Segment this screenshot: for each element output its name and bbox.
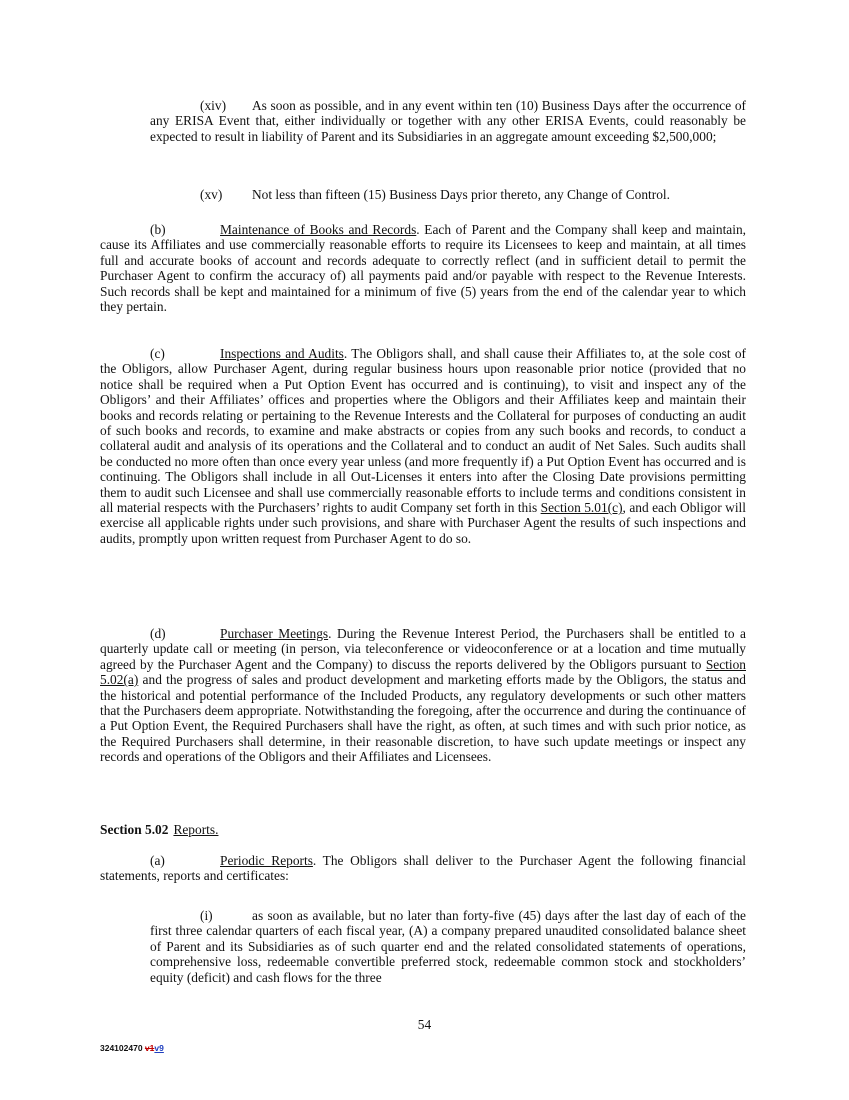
clause-xiv xyxy=(150,98,746,144)
paragraph-b xyxy=(100,222,746,314)
clause-xv-label: (xv) xyxy=(200,187,223,202)
paragraph-b-label: (b) xyxy=(150,222,166,237)
paragraph-a-text: . The Obligors shall deliver to the Purchaser Agent the following financial statements, reports and certificates: xyxy=(100,853,746,884)
clause-i-label: (i) xyxy=(200,908,213,923)
clause-i-text: as soon as available, but no later than forty-five (45) days after the last day of each of the first three calendar quarters of each fiscal year, (A) a company prepared unaudited consolidated balance sheet of Parent and its Subsidiaries as of such quarter end and the related consolidated statements of operations, comprehensive loss, redeemable convertible preferred stock, redeemable common stock and stockholders’ equity (deficit) and cash flows for the three xyxy=(150,908,746,985)
paragraph-d xyxy=(100,626,746,765)
paragraph-a-label: (a) xyxy=(150,853,165,868)
paragraph-b-text: . Each of Parent and the Company shall keep and maintain, cause its Affiliates and use commercially reasonable efforts to require its Licensees to keep and maintain, at all times full and accurate books of account and records adequate to correctly reflect (and in sufficient detail to permit the Purchaser Agent to confirm the accuracy of) all payments paid and/or payable with respect to the Revenue Interests. Such records shall be kept and maintained for a minimum of five (5) years from the end of the calendar year to which they pertain. xyxy=(100,222,746,315)
paragraph-c-text-2: , and each Obligor will exercise all applicable rights under such provisions, and share with Purchaser Agent the results of such inspections and audits, promptly upon written request from Purchaser Agent to do so. xyxy=(100,500,746,546)
paragraph-d-label: (d) xyxy=(150,626,166,641)
paragraph-a-heading: Periodic Reports xyxy=(220,853,313,868)
paragraph-c-label: (c) xyxy=(150,346,165,361)
section-502-title: Reports. xyxy=(173,822,219,837)
clause-xiv-text: As soon as possible, and in any event within ten (10) Business Days after the occurrence of any ERISA Event that, either individually or together with any other ERISA Events, could reasonably be expected to result in liability of Parent and its Subsidiaries in an aggregate amount exceeding $2,500,000; xyxy=(150,98,746,144)
paragraph-c-text-1: . The Obligors shall, and shall cause their Affiliates to, at the sole cost of the Obligors, allow Purchaser Agent, during regular business hours upon reasonable prior notice (provided that no notice shall be required when a Put Option Event has occurred and is continuing), to visit and inspect any of the Obligors’ and their Affiliates’ offices and properties where the Obligors and their Affiliates keep and maintain their books and records relating or pertaining to the Revenue Interests and the Collateral for purposes of conducting an audit of such books and records, to examine and make abstracts or copies from any such books and records, to conduct a collateral audit and analysis of its operations and the Collateral and to conduct an audit of Net Sales. Such audits shall be conducted no more often than once every year unless (and more frequently if) a Put Option Event has occurred and is continuing. The Obligors shall include in all Out-Licenses it enters into after the Closing Date provisions permitting them to audit such Licensee and shall use commercially reasonable efforts to include terms and conditions consistent in all material respects with the Purchasers’ rights to audit Company set forth in this xyxy=(100,346,746,516)
section-501c-reference: Section 5.01(c) xyxy=(540,500,623,516)
paragraph-c xyxy=(100,346,746,546)
paragraph-a xyxy=(100,853,746,884)
section-502a-reference: Section 5.02(a) xyxy=(100,656,746,688)
section-502-heading xyxy=(100,822,218,837)
paragraph-d-text-2: and the progress of sales and product development and marketing efforts made by the Obligors, the status and the historical and potential performance of the Included Products, any regulatory developments or such other matters that the Purchasers deem appropriate. Notwithstanding the foregoing, after the occurrence and during the continuance of a Put Option Event, the Required Purchasers shall have the right, as often, at such times and with such prior notice, as the Required Purchasers shall determine, in their reasonable discretion, to have such update meetings or inspect any records and operations of the Obligors and their Affiliates and Licensees. xyxy=(100,672,746,765)
clause-i xyxy=(150,908,746,985)
paragraph-c-heading: Inspections and Audits xyxy=(220,346,344,361)
page-number: 54 xyxy=(417,1017,432,1032)
version-deleted: v1 xyxy=(144,1043,155,1053)
paragraph-d-text-1: . During the Revenue Interest Period, the Purchasers shall be entitled to a quarterly update call or meeting (in person, via teleconference or videoconference or at a location and time mutually agreed by the Purchaser Agent and the Company) to discuss the reports delivered by the Obligors pursuant to xyxy=(100,626,746,672)
document-id xyxy=(100,1041,164,1056)
version-inserted: v9 xyxy=(154,1043,164,1053)
clause-xv-text: Not less than fifteen (15) Business Days prior thereto, any Change of Control. xyxy=(252,187,670,202)
section-502-number: Section 5.02 xyxy=(100,822,169,837)
clause-xiv-label: (xiv) xyxy=(200,98,227,113)
document-id-number: 324102470 xyxy=(100,1043,143,1053)
paragraph-d-heading: Purchaser Meetings xyxy=(220,626,329,641)
clause-xv xyxy=(150,187,746,202)
paragraph-b-heading: Maintenance of Books and Records xyxy=(220,222,417,237)
